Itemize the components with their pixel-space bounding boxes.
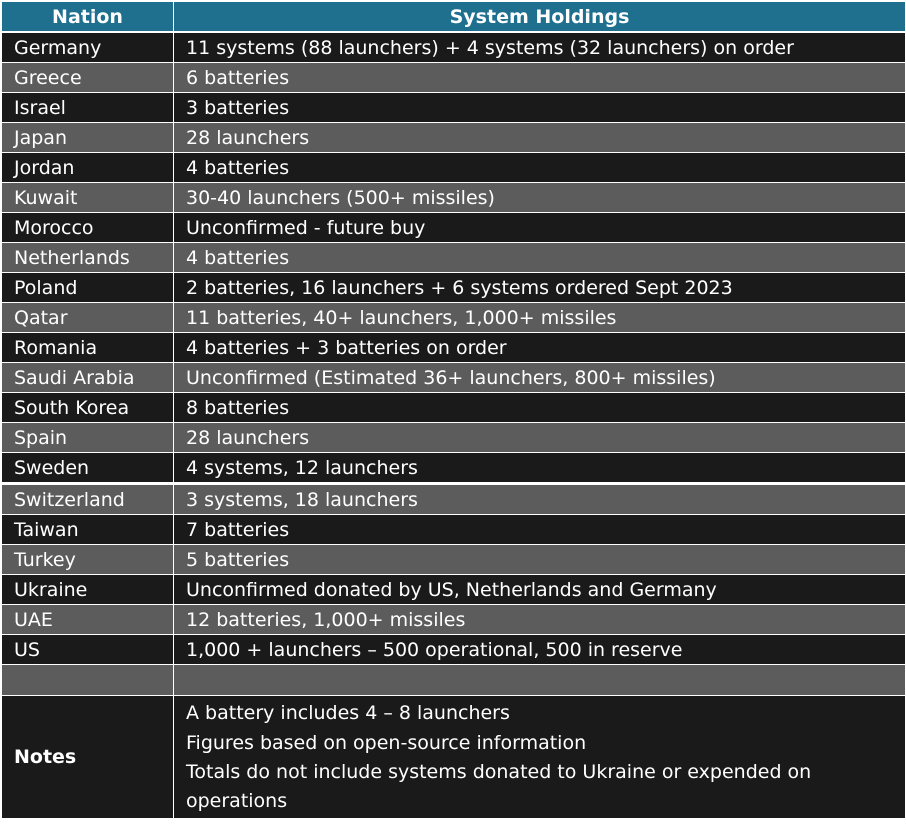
- blank-row: [2, 665, 906, 696]
- nation-cell: Saudi Arabia: [2, 363, 174, 393]
- nation-cell: Turkey: [2, 545, 174, 575]
- nation-cell: UAE: [2, 605, 174, 635]
- nation-cell: Sweden: [2, 453, 174, 484]
- holdings-cell: 4 batteries: [174, 153, 906, 183]
- system-holdings-table: [1, 1, 906, 819]
- header-system-holdings: System Holdings: [174, 2, 906, 33]
- notes-content: [174, 696, 906, 819]
- note-line: Figures based on open-source information: [186, 732, 587, 754]
- holdings-cell: 4 systems, 12 launchers: [174, 453, 906, 484]
- table-row: [2, 32, 906, 63]
- table-row: [2, 243, 906, 273]
- holdings-cell: 4 batteries + 3 batteries on order: [174, 333, 906, 363]
- nation-cell: Kuwait: [2, 183, 174, 213]
- notes-row: [2, 696, 906, 819]
- table-row: [2, 635, 906, 665]
- table-row: [2, 545, 906, 575]
- holdings-cell: 7 batteries: [174, 515, 906, 545]
- table-row: [2, 273, 906, 303]
- holdings-cell: 3 batteries: [174, 93, 906, 123]
- nation-cell: US: [2, 635, 174, 665]
- header-nation: Nation: [2, 2, 174, 33]
- nation-cell: Morocco: [2, 213, 174, 243]
- table-row: [2, 153, 906, 183]
- holdings-cell: 11 systems (88 launchers) + 4 systems (32 launchers) on order: [174, 32, 906, 63]
- holdings-cell: 11 batteries, 40+ launchers, 1,000+ missiles: [174, 303, 906, 333]
- holdings-cell: 8 batteries: [174, 393, 906, 423]
- holdings-cell: Unconfirmed donated by US, Netherlands and Germany: [174, 575, 906, 605]
- table-row: [2, 123, 906, 153]
- holdings-cell: 5 batteries: [174, 545, 906, 575]
- table-row: [2, 333, 906, 363]
- nation-cell: Romania: [2, 333, 174, 363]
- blank-cell: [2, 665, 174, 696]
- table-row: [2, 605, 906, 635]
- holdings-cell: 28 launchers: [174, 423, 906, 453]
- table-row: [2, 393, 906, 423]
- nation-cell: Netherlands: [2, 243, 174, 273]
- table-row: [2, 363, 906, 393]
- holdings-cell: 2 batteries, 16 launchers + 6 systems ordered Sept 2023: [174, 273, 906, 303]
- nation-cell: Greece: [2, 63, 174, 93]
- nation-cell: Switzerland: [2, 484, 174, 515]
- table-row: [2, 63, 906, 93]
- nation-cell: South Korea: [2, 393, 174, 423]
- nation-cell: Jordan: [2, 153, 174, 183]
- holdings-cell: 28 launchers: [174, 123, 906, 153]
- table-header-row: [2, 2, 906, 33]
- table-row: [2, 515, 906, 545]
- table-row: [2, 484, 906, 515]
- table-row: [2, 303, 906, 333]
- nation-cell: Germany: [2, 32, 174, 63]
- table-row: [2, 453, 906, 484]
- holdings-cell: 3 systems, 18 launchers: [174, 484, 906, 515]
- holdings-cell: 6 batteries: [174, 63, 906, 93]
- nation-cell: Japan: [2, 123, 174, 153]
- blank-cell: [174, 665, 906, 696]
- nation-cell: Spain: [2, 423, 174, 453]
- holdings-cell: Unconfirmed (Estimated 36+ launchers, 800+ missiles): [174, 363, 906, 393]
- table-row: [2, 423, 906, 453]
- holdings-cell: 4 batteries: [174, 243, 906, 273]
- nation-cell: Poland: [2, 273, 174, 303]
- table-row: [2, 93, 906, 123]
- note-line: Totals do not include systems donated to Ukraine or expended on operations: [186, 761, 812, 812]
- nation-cell: Taiwan: [2, 515, 174, 545]
- holdings-cell: Unconfirmed - future buy: [174, 213, 906, 243]
- note-line: A battery includes 4 – 8 launchers: [186, 702, 510, 724]
- holdings-cell: 12 batteries, 1,000+ missiles: [174, 605, 906, 635]
- notes-label: Notes: [2, 696, 174, 819]
- holdings-cell: 30-40 launchers (500+ missiles): [174, 183, 906, 213]
- nation-cell: Qatar: [2, 303, 174, 333]
- nation-cell: Ukraine: [2, 575, 174, 605]
- holdings-cell: 1,000 + launchers – 500 operational, 500 in reserve: [174, 635, 906, 665]
- table-row: [2, 183, 906, 213]
- table-row: [2, 575, 906, 605]
- nation-cell: Israel: [2, 93, 174, 123]
- table-row: [2, 213, 906, 243]
